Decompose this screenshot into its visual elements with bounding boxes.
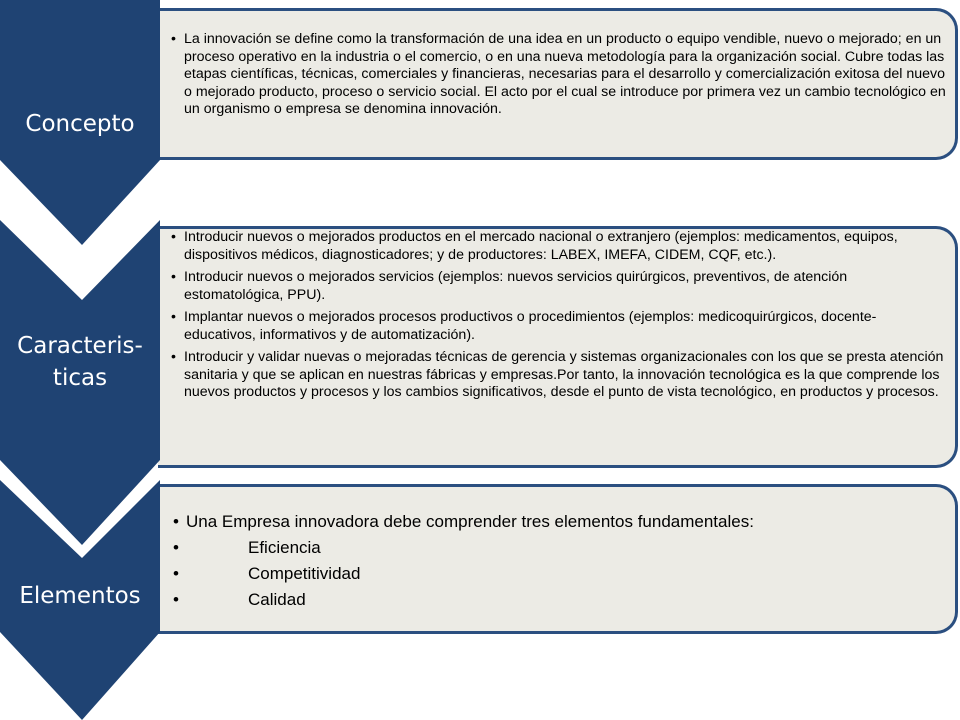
elementos-label-text: Elementos — [19, 583, 141, 609]
caracteristicas-label-line1: Caracteris- — [17, 333, 143, 359]
caracteristicas-label-line2: ticas — [52, 365, 108, 392]
caracteristicas-label — [0, 330, 160, 394]
elementos-intro-item: • Una Empresa innovadora debe comprender tres elementos fundamentales: — [186, 511, 947, 532]
elementos-label — [0, 580, 160, 612]
caracteristicas-item: • Introducir nuevos o mejorados servicios (ejemplos: nuevos servicios quirúrgicos, preventivos, de atención estomatológica, PPU). — [184, 269, 947, 304]
elemento-calidad: • Calidad — [186, 589, 947, 610]
elemento-eficiencia: • Eficiencia — [186, 537, 947, 558]
concepto-label — [0, 108, 160, 140]
caracteristicas-item: • Introducir y validar nuevas o mejoradas técnicas de gerencia y sistemas organizacionales con los que se presta atención sanitaria y que se aplican en nuestras fábricas y empresas.Por tanto, la innovación tecnológica es la que comprende los nuevos productos y procesos y los cambios significativos, desde el punto de vista tecnológico, en productos y procesos. — [184, 349, 947, 402]
concepto-label-text: Concepto — [25, 111, 135, 137]
elemento-competitividad: • Competitividad — [186, 563, 947, 584]
caracteristicas-item: • Introducir nuevos o mejorados productos en el mercado nacional o extranjero (ejemplos: medicamentos, equipos, dispositivos médicos, diagnosticadores; y de productores: LABEX, IMEFA, CIDEM, CQF, etc.). — [184, 229, 947, 264]
caracteristicas-item: • Implantar nuevos o mejorados procesos productivos o procedimientos (ejemplos: medicoquirúrgicos, docente-educativos, informativos y de automatización). — [184, 309, 947, 344]
concepto-item: • La innovación se define como la transformación de una idea en un producto o equipo vendible, nuevo o mejorado; en un proceso operativo en la industria o el comercio, o en una nueva metodología para la organización social. Cubre todas las etapas científicas, técnicas, comerciales y financieras, necesarias para el desarrollo y comercialización exitosa del nuevo o mejorado producto, proceso o servicio social. El acto por el cual se introduce por primera vez un cambio tecnológico en un organismo o empresa se denomina innovación. — [184, 31, 947, 119]
